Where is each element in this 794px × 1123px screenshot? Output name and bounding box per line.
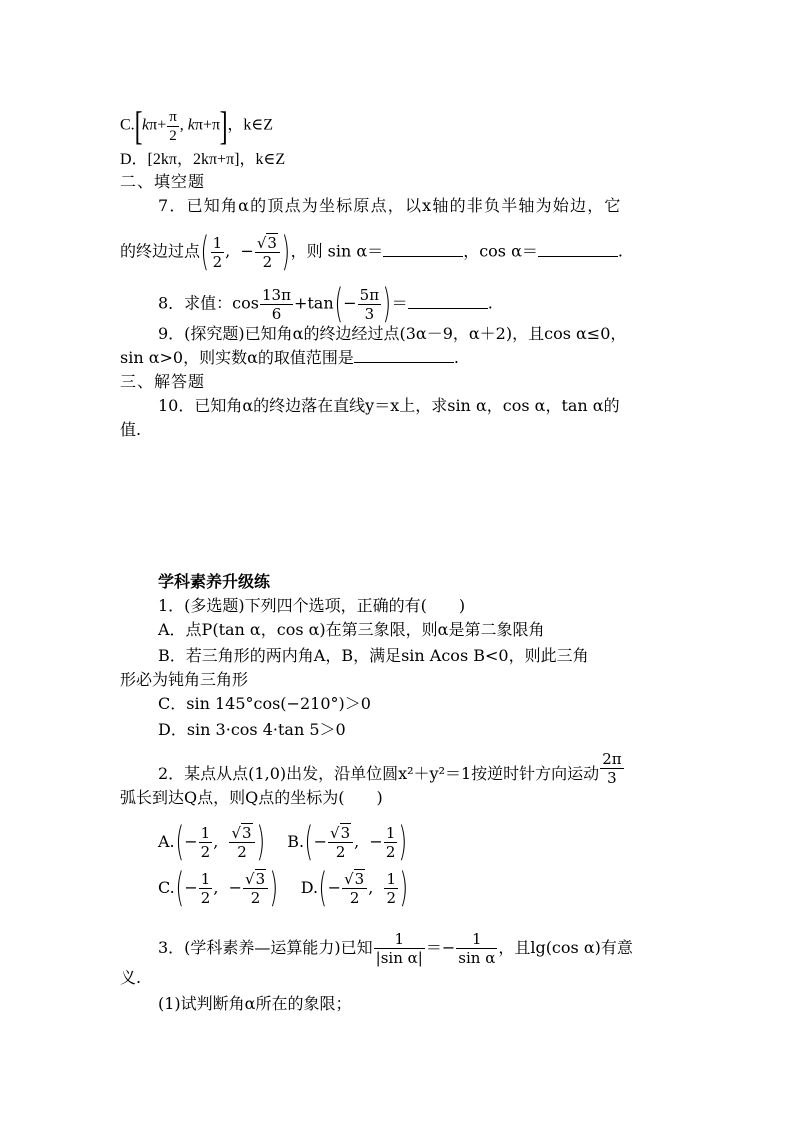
sqrt: [231, 824, 252, 842]
sqrt: [330, 824, 351, 842]
answer-blank-sin[interactable]: [383, 242, 463, 257]
question-9-line2: sin α>0，则实数α的取值范围是 .: [120, 348, 460, 367]
q1-option-b-line2: 形必为钝角三角形: [120, 670, 249, 689]
q2-option-b[interactable]: [287, 819, 408, 865]
section-heading-fill: 二、填空题: [120, 172, 206, 191]
denominator: 2: [200, 842, 211, 861]
sign: −: [313, 831, 328, 851]
question-7-line2: 的终边过点( $\frac{1}{2}$ , − $\frac{√3}{2}$ )，则 sin α＝ ，cos α＝ .: [120, 229, 623, 275]
sign: −: [327, 877, 342, 897]
denominator: 2: [385, 842, 396, 861]
numerator: 1: [200, 869, 211, 888]
comma: ,: [213, 877, 229, 897]
radicand: 3: [255, 869, 266, 888]
pi-over-2: $\frac{\pi}{2}$: [169, 108, 177, 144]
left-paren: (: [175, 865, 184, 911]
sign: −: [228, 877, 242, 897]
radical-sign: √: [330, 823, 340, 842]
numerator: 1: [385, 823, 396, 842]
fraction: [199, 824, 213, 861]
right-paren: ): [398, 819, 408, 865]
denominator: 2: [349, 888, 360, 907]
q1-option-c: C．sin 145°cos(−210°)＞0: [158, 694, 371, 713]
option-d: D．[2kπ，2kπ+π]，k∈Z: [120, 151, 286, 168]
q1-option-d: D．sin 3·cos 4·tan 5＞0: [158, 720, 346, 739]
q2-option-d[interactable]: [300, 865, 409, 911]
fraction: [384, 870, 398, 907]
comma: ,: [213, 831, 229, 851]
numerator: [342, 870, 367, 889]
fraction: [199, 870, 213, 907]
radical-sign: √: [344, 869, 354, 888]
radical-sign: √: [231, 823, 242, 842]
fraction: [229, 824, 254, 861]
comma: ,: [354, 831, 370, 851]
question-1: 1．(多选题)下列四个选项，正确的有( ): [158, 596, 466, 615]
question-9-line1: 9．(探究题)已知角α的终边经过点(3α－9，α＋2)，且cos α≤0，: [158, 324, 627, 343]
sign: −: [369, 831, 383, 851]
numerator: 1: [386, 869, 396, 888]
question-10-line2: 值.: [120, 420, 142, 439]
section-heading-answer: 三、解答题: [120, 372, 206, 391]
question-10-line1: 10．已知角α的终边落在直线y＝x上，求sin α，cos α，tan α的: [158, 396, 620, 415]
radicand: 3: [354, 869, 365, 888]
denominator: 2: [250, 888, 261, 907]
denominator: 2: [200, 888, 211, 907]
fraction: [384, 824, 398, 861]
left-paren: (: [304, 819, 314, 865]
sqrt: [245, 870, 266, 888]
q1-option-b-line1: B．若三角形的两内角A，B，满足sin Acos B<0，则此三角: [158, 646, 589, 665]
option-label: B.: [287, 831, 305, 851]
q2-option-c[interactable]: [158, 865, 279, 911]
section-heading-upgrade: 学科素养升级练: [158, 572, 271, 591]
radicand: 3: [340, 823, 351, 842]
radicand: 3: [242, 823, 252, 842]
right-paren: ): [256, 819, 265, 865]
numerator: [243, 870, 268, 889]
q1-option-a: A．点P(tan α，cos α)在第三象限，则α是第二象限角: [158, 620, 545, 639]
left-paren: (: [175, 819, 184, 865]
answer-blank-cos[interactable]: [538, 242, 618, 257]
question-2-line2: 弧长到达Q点，则Q点的坐标为( ): [120, 788, 383, 807]
question-3-line2: 义.: [120, 968, 142, 987]
numerator: [229, 824, 254, 843]
option-label: A.: [158, 831, 175, 851]
option-c: C.[kπ+ $\frac{\pi}{2}$ , kπ+π]，k∈Z: [120, 103, 274, 148]
left-paren: (: [318, 865, 328, 911]
question-8: 8．求值：cos $\frac{13\pi}{6}$ +tan(− $\frac{5\pi}{3}$ )＝ .: [158, 281, 493, 327]
sign: −: [184, 831, 198, 851]
question-3-line1: 3．(学科素养—运算能力)已知 $\frac{1}{\text{|sin α|}}$ ＝− $\frac{1}{\text{sin α}}$ ，且lg(cos α)有意: [158, 930, 633, 967]
fraction: [342, 870, 367, 907]
question-3-sub1: (1)试判断角α所在的象限；: [158, 994, 352, 1013]
answer-blank-q8[interactable]: [408, 294, 488, 309]
comma: ,: [368, 877, 384, 897]
denominator: 2: [237, 842, 247, 861]
fraction: [243, 870, 268, 907]
q2-option-a[interactable]: [158, 819, 265, 865]
sign: −: [184, 877, 198, 897]
right-paren: ): [269, 865, 279, 911]
radical-sign: √: [245, 869, 255, 888]
question-7-line1: 7．已知角α的顶点为坐标原点，以x轴的非负半轴为始边，它: [158, 196, 622, 215]
numerator: [328, 824, 353, 843]
answer-blank-q9[interactable]: [354, 348, 454, 363]
sqrt: [344, 870, 365, 888]
fraction: [328, 824, 353, 861]
q2-options-row-2: [158, 865, 718, 911]
question-2-line1: 2．某点从点(1,0)出发，沿单位圆x²＋y²＝1按逆时针方向运动 $\frac{2\pi}{3}$: [158, 750, 622, 787]
option-label: C.: [158, 877, 175, 897]
denominator: 2: [335, 842, 346, 861]
numerator: 1: [200, 823, 211, 842]
option-label: D.: [300, 877, 319, 897]
denominator: 2: [386, 888, 396, 907]
right-paren: ): [399, 865, 409, 911]
q2-options-row-1: [158, 819, 718, 865]
